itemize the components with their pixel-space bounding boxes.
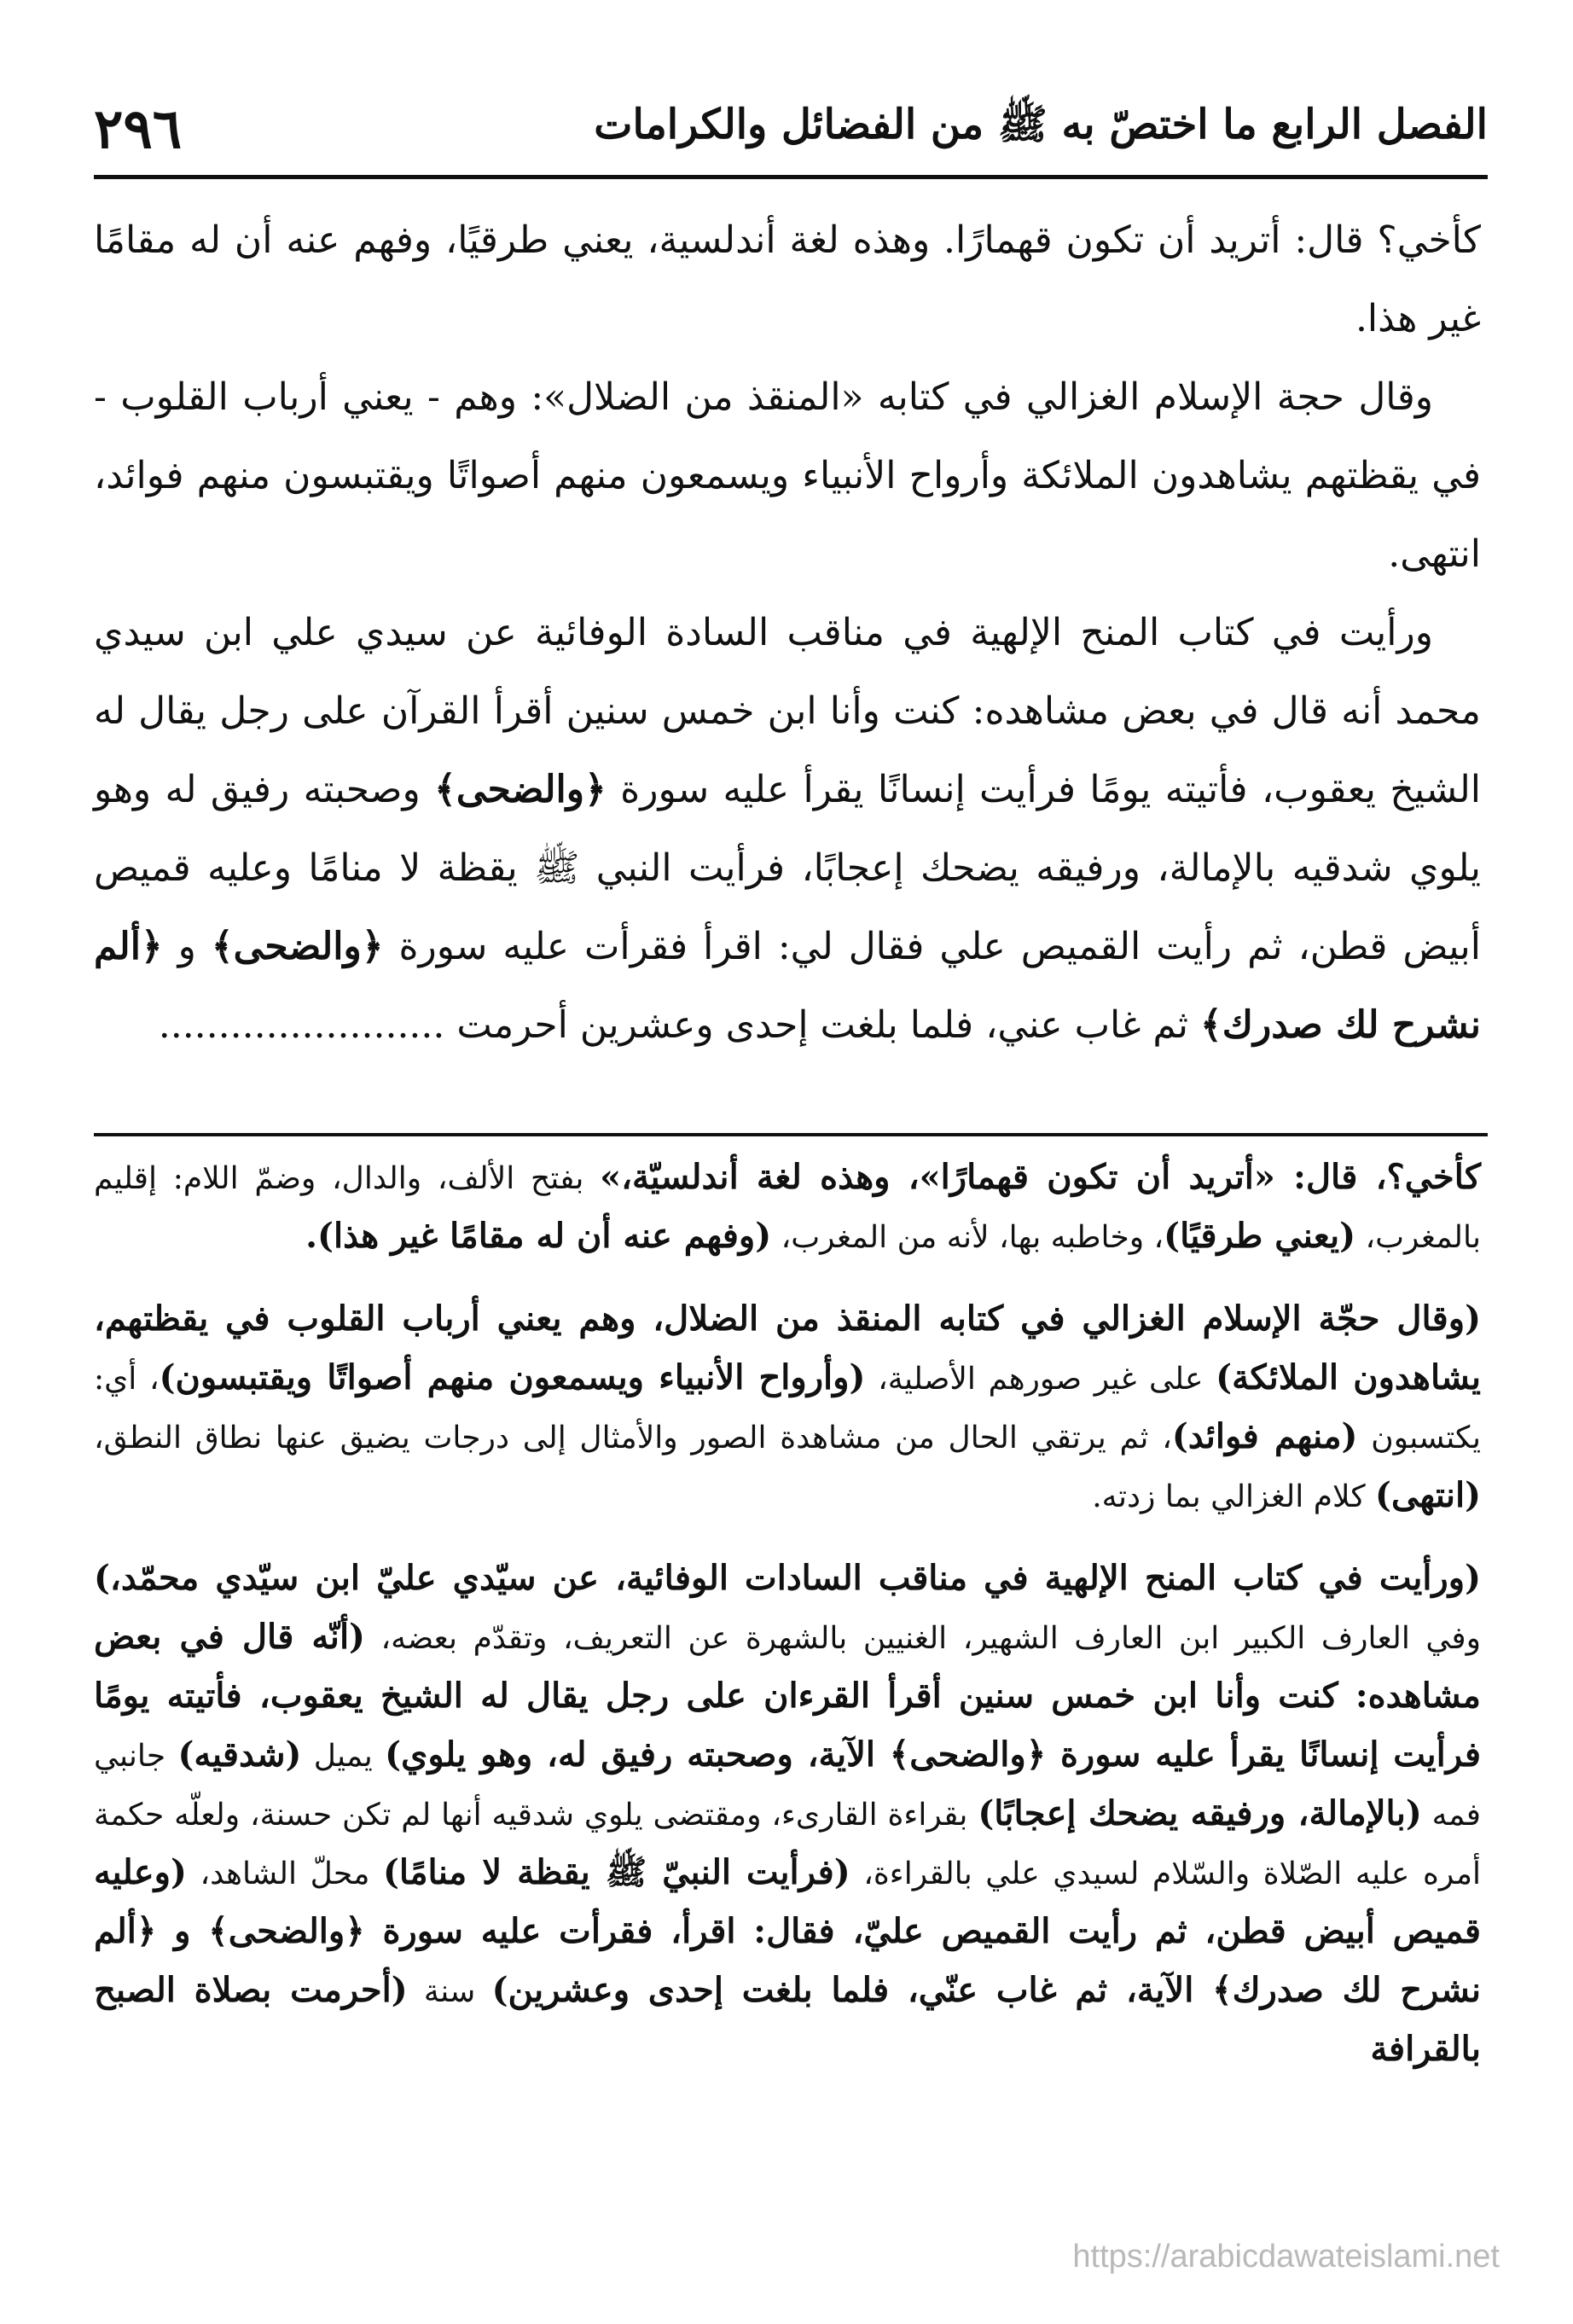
commentary-text: ، ثم يرتقي الحال من مشاهدة الصور والأمثال إلى درجات يضيق عنها نطاق النطق،: [94, 1421, 1172, 1455]
commentary-text: وفي العارف الكبير ابن العارف الشهير، الغنيين بالشهرة عن التعريف، وتقدّم بعضه،: [364, 1621, 1481, 1656]
commentary-text: على غير صورهم الأصلية،: [865, 1362, 1216, 1397]
quoted-text: (انتهى): [1375, 1475, 1481, 1515]
commentary-text: محلّ الشاهد،: [186, 1856, 383, 1891]
ellipsis-dots: ........................: [158, 1003, 445, 1047]
surah-quote: ﴿والضحى﴾: [211, 925, 384, 968]
commentary-paragraph-1: [94, 1148, 1481, 1266]
quoted-text: (فرأيت النبيّ ﷺ يقظة لا منامًا): [382, 1852, 850, 1892]
conjunction: و: [162, 925, 212, 968]
commentary: [94, 1148, 1481, 2079]
running-title: الفصل الرابع ما اختصّ به ﷺ من الفضائل والكرامات: [594, 100, 1488, 148]
quoted-text: (وفهم عنه أن له مقامًا غير هذا).: [305, 1216, 772, 1256]
header-rule: [94, 175, 1488, 179]
page-header: [94, 92, 1488, 166]
page-number: ٢٩٦: [94, 96, 183, 161]
main-paragraph-1-text: كأخي؟ قال: أتريد أن تكون قهمارًا. وهذه لغة أندلسية، يعني طرقيًا، وفهم عنه أن له مقامًا غير هذا.: [94, 218, 1481, 340]
surah-quote: ﴿والضحى﴾: [434, 768, 607, 811]
quoted-text: (شدقيه): [177, 1734, 302, 1775]
surah-quote: ﴿ألم نشرح لك صدرك﴾: [94, 925, 1481, 1047]
watermark-url: https://arabicdawateislami.net: [1072, 2239, 1500, 2275]
commentary-text: جانبي فمه: [94, 1739, 1481, 1833]
quoted-text: (وعليه قميص أبيض قطن، ثم رأيت القميص عليّ، فقال: اقرأ، فقرأت عليه سورة ﴿والضحى﴾ و ﴿ألم نشرح لك صدرك﴾ الآية، ثم غاب عنّي، فلما بلغت إحدى وعشرين): [94, 1852, 1481, 2010]
quoted-text: (يعني طرقيًا): [1164, 1216, 1356, 1256]
commentary-text: ، أي: يكتسبون: [94, 1362, 1482, 1455]
main-paragraph-2: [94, 358, 1481, 594]
commentary-text: بقراءة القارىء، ومقتضى يلوي شدقيه أنها لم تكن حسنة، ولعلّه حكمة أمره عليه الصّلاة والسّلام لسيدي علي بالقراءة،: [94, 1798, 1481, 1891]
main-paragraph-3-text-b: وصحبته رفيق له وهو يلوي شدقيه بالإمالة، ورفيقه يضحك إعجابًا، فرأيت النبي ﷺ يقظة لا منامًا وعليه قميص أبيض قطن، ثم رأيت القميص علي فقال لي: اقرأ فقرأت عليه سورة: [94, 768, 1481, 968]
main-text: [94, 201, 1481, 1065]
commentary-text: بفتح الألف، والدال، وضمّ اللام: إقليم بالمغرب،: [94, 1161, 1481, 1255]
commentary-text: سنة: [407, 1974, 492, 2009]
commentary-paragraph-3: [94, 1549, 1481, 2079]
main-paragraph-3: [94, 594, 1481, 1065]
quoted-text: كأخي؟، قال: «أتريد أن تكون قهمارًا»، وهذه لغة أندلسيّة،»: [600, 1157, 1482, 1197]
quoted-text: (ورأيت في كتاب المنح الإلهية في مناقب السادات الوفائية، عن سيّدي عليّ ابن سيّدي محمّد،): [94, 1558, 1481, 1598]
commentary-paragraph-2: [94, 1290, 1481, 1525]
main-paragraph-1: [94, 201, 1481, 358]
quoted-text: (منهم فوائد): [1171, 1416, 1358, 1456]
quoted-text: (أنّه قال في بعض مشاهده: كنت وأنا ابن خمس سنين أقرأ القرءان على رجل يقال له الشيخ يعقوب، فأتيته يومًا فرأيت إنسانًا يقرأ عليه سورة ﴿والضحى﴾ الآية، وصحبته رفيق له، وهو يلوي): [94, 1617, 1481, 1775]
quoted-text: (أحرمت بصلاة الصبح بالقرافة: [94, 1970, 1481, 2069]
quoted-text: (بالإمالة، ورفيقه يضحك إعجابًا): [978, 1793, 1422, 1833]
commentary-text: يميل: [301, 1739, 386, 1774]
commentary-separator: [94, 1133, 1488, 1136]
quoted-text: (وأرواح الأنبياء ويسمعون منهم أصواتًا ويقتبسون): [159, 1357, 866, 1397]
main-paragraph-3-text-a: ورأيت في كتاب المنح الإلهية في مناقب السادة الوفائية عن سيدي علي ابن سيدي محمد أنه قال في بعض مشاهده: كنت وأنا ابن خمس سنين أقرأ القرآن على رجل يقال له الشيخ يعقوب، فأتيته يومًا فرأيت إنسانًا يقرأ عليه سورة: [94, 611, 1481, 811]
commentary-text: ، وخاطبه بها، لأنه من المغرب،: [771, 1220, 1164, 1255]
quoted-text: (وقال حجّة الإسلام الغزالي في كتابه المنقذ من الضلال، وهم يعني أرباب القلوب في يقظتهم، يشاهدون الملائكة): [94, 1299, 1481, 1397]
commentary-text: كلام الغزالي بما زدته.: [1092, 1479, 1376, 1514]
main-paragraph-3-text-c: ثم غاب عني، فلما بلغت إحدى وعشرين أحرمت: [444, 1003, 1200, 1047]
main-paragraph-2-text: وقال حجة الإسلام الغزالي في كتابه «المنقذ من الضلال»: وهم - يعني أرباب القلوب - في يقظتهم يشاهدون الملائكة وأرواح الأنبياء ويسمعون منهم أصواتًا ويقتبسون منهم فوائد، انتهى.: [94, 375, 1481, 576]
